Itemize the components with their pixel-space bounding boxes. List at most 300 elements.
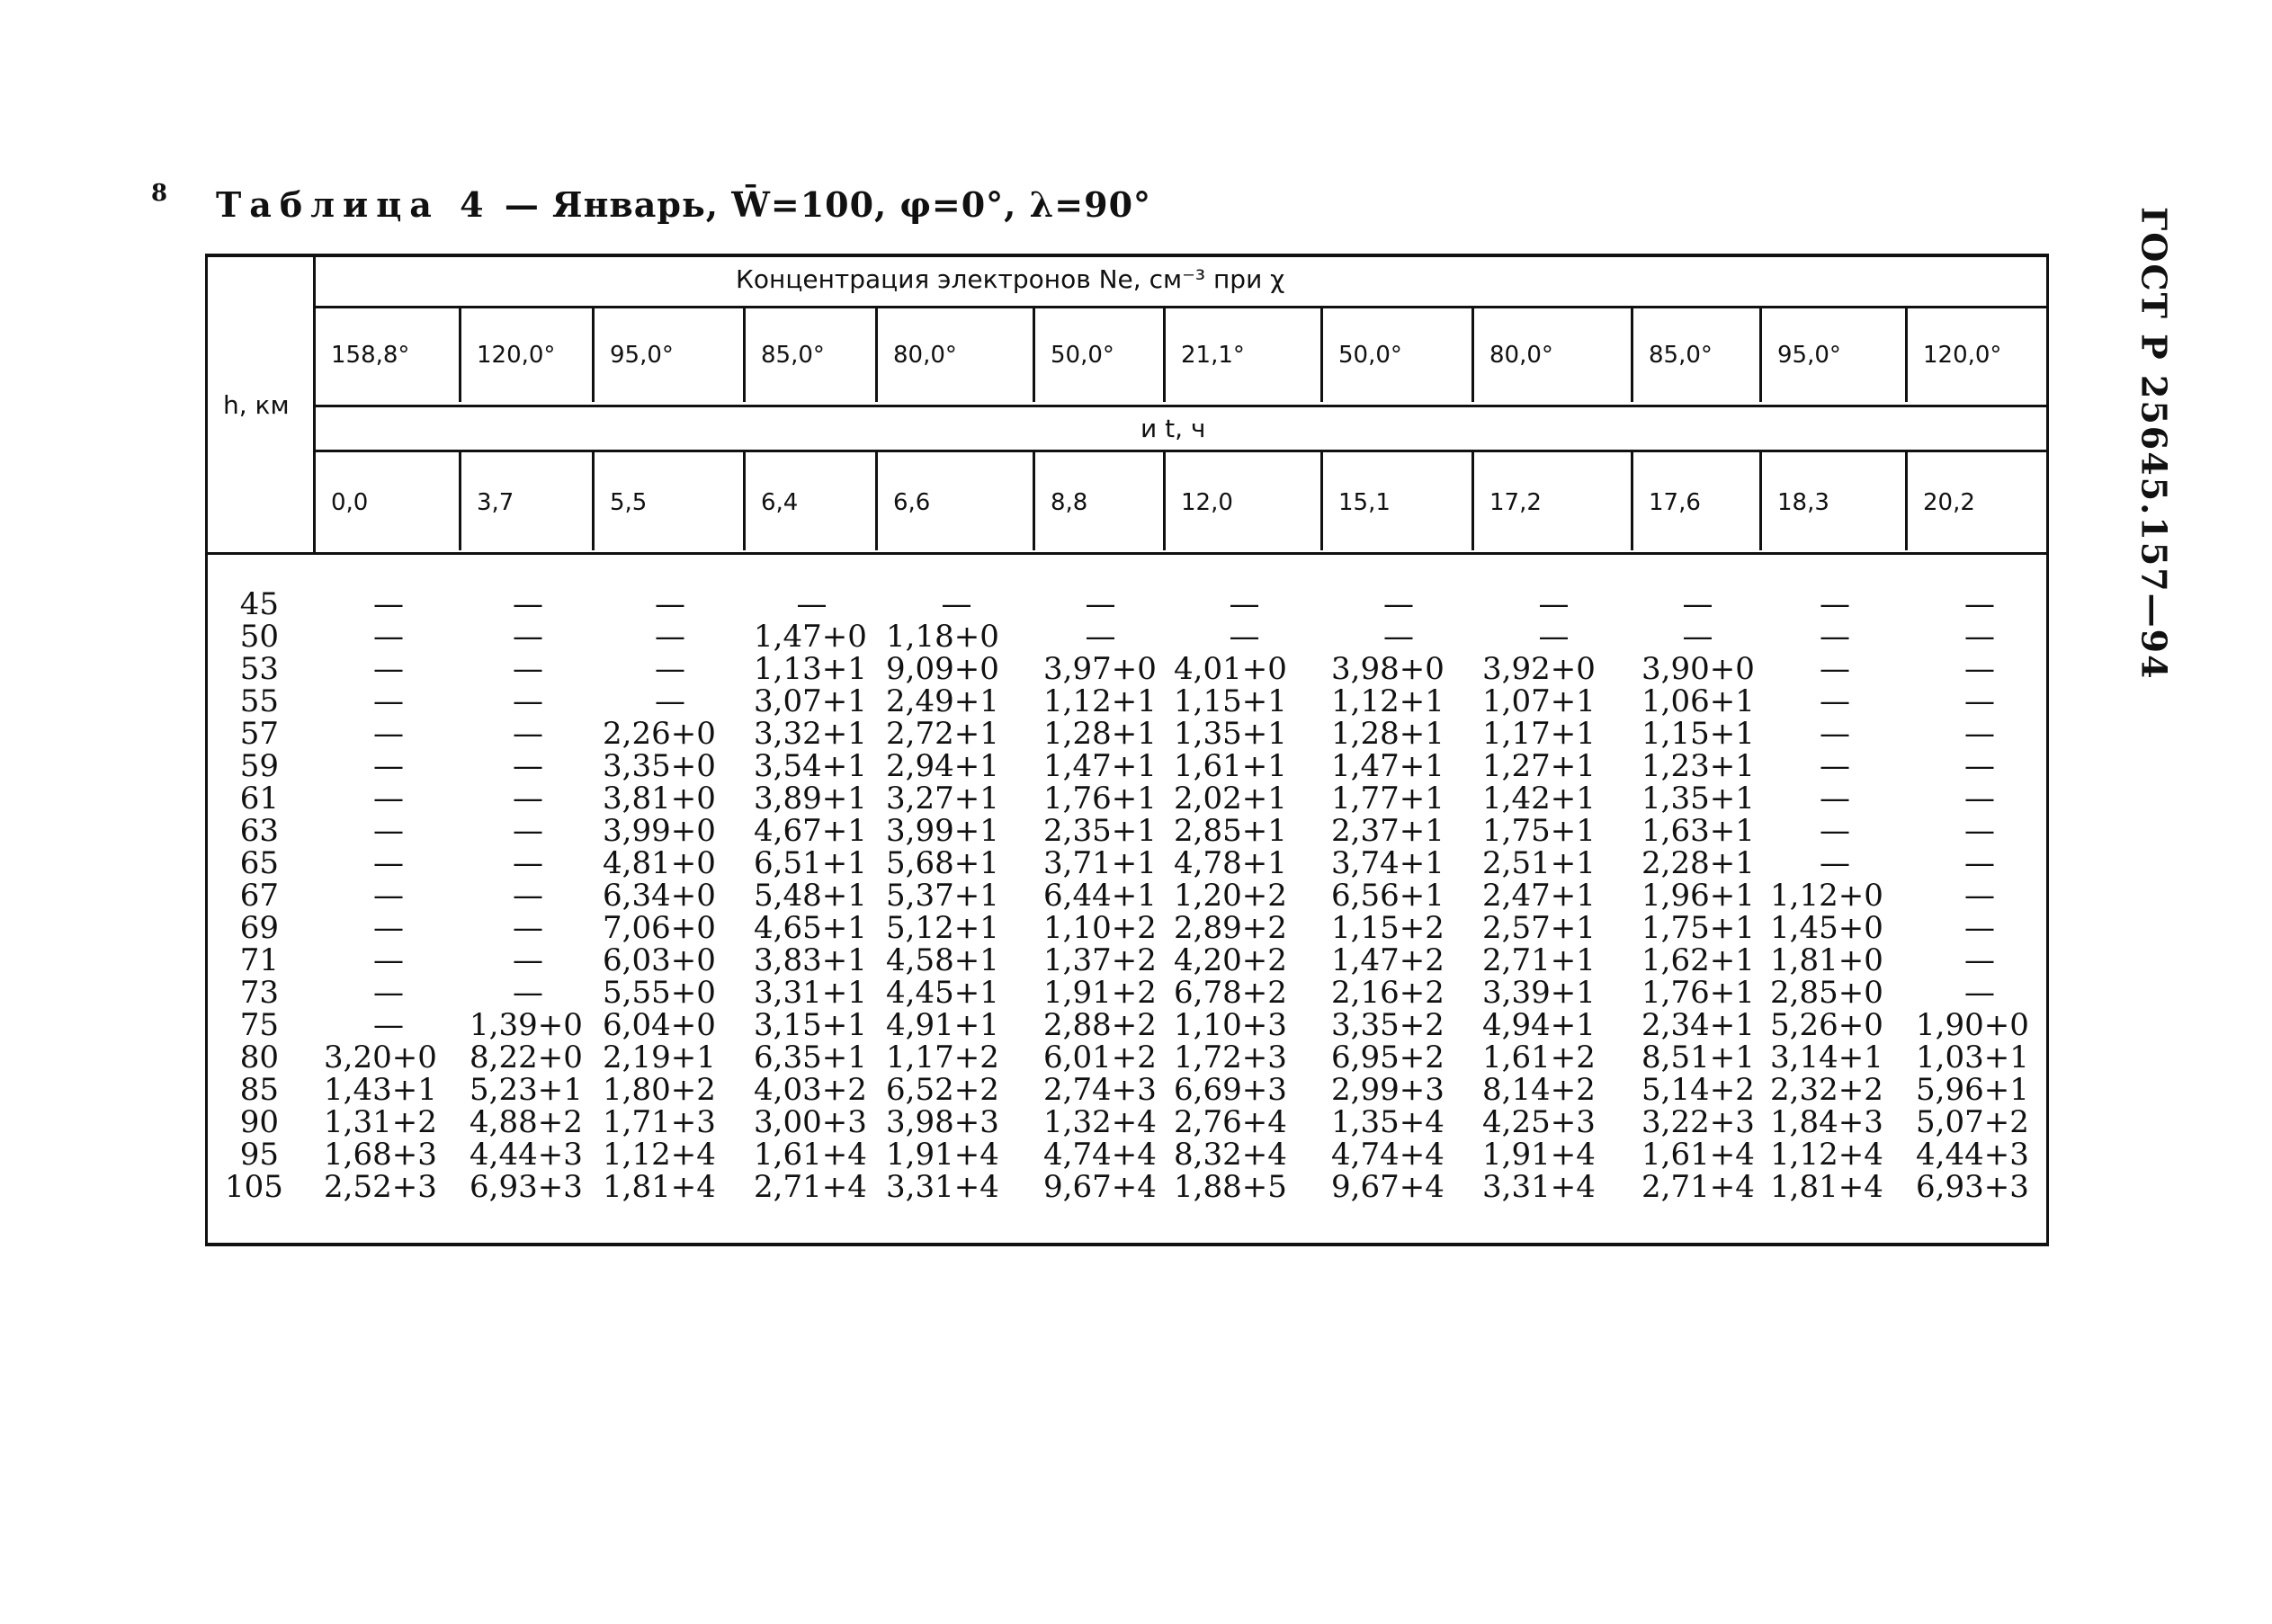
concentration-value: 3,54+1 [754, 748, 867, 784]
concentration-value: 1,62+1 [1641, 942, 1755, 978]
concentration-value: 3,31+1 [754, 975, 867, 1011]
concentration-value: 1,84+3 [1770, 1104, 1883, 1140]
concentration-value: 3,99+0 [603, 813, 716, 849]
concentration-value: 9,09+0 [886, 651, 999, 687]
concentration-value: 3,22+3 [1641, 1104, 1755, 1140]
concentration-value: — [655, 586, 685, 622]
concentration-value: — [1964, 748, 1995, 784]
concentration-value: 1,15+2 [1331, 910, 1445, 946]
h-value: 59 [239, 748, 279, 784]
concentration-value: 2,74+3 [1043, 1072, 1157, 1108]
concentration-value: 1,45+0 [1770, 910, 1883, 946]
concentration-value: 3,31+4 [886, 1169, 999, 1205]
table-rule [875, 451, 878, 550]
concentration-value: 6,78+2 [1174, 975, 1287, 1011]
concentration-value: 1,18+0 [886, 619, 999, 655]
concentration-value: 1,37+2 [1043, 942, 1157, 978]
table-title-text: — Январь, W̄=100, φ=0°, λ=90° [491, 184, 1152, 225]
concentration-value: 1,76+1 [1043, 781, 1157, 816]
concentration-value: 1,88+5 [1174, 1169, 1287, 1205]
concentration-value: — [1538, 619, 1570, 655]
concentration-value: 4,91+1 [886, 1007, 999, 1043]
concentration-value: 3,98+3 [886, 1104, 999, 1140]
concentration-value: 4,81+0 [603, 845, 716, 881]
concentration-value: 1,06+1 [1641, 683, 1755, 719]
concentration-value: — [373, 619, 404, 655]
concentration-value: 4,88+2 [470, 1104, 583, 1140]
concentration-value: 1,12+4 [1770, 1137, 1883, 1173]
t-header-cell: 6,6 [893, 489, 931, 516]
concentration-value: 6,04+0 [603, 1007, 716, 1043]
concentration-value: 6,34+0 [603, 878, 716, 914]
concentration-value: — [373, 910, 404, 946]
concentration-value: — [373, 586, 404, 622]
concentration-value: 2,34+1 [1641, 1007, 1755, 1043]
concentration-value: 5,07+2 [1916, 1104, 2029, 1140]
concentration-value: 4,94+1 [1482, 1007, 1596, 1043]
concentration-value: 1,80+2 [603, 1072, 716, 1108]
chi-header-cell: 85,0° [761, 342, 825, 369]
concentration-value: 6,01+2 [1043, 1040, 1157, 1075]
concentration-value: 2,32+2 [1770, 1072, 1883, 1108]
concentration-value: 5,37+1 [886, 878, 999, 914]
concentration-value: 1,15+1 [1641, 716, 1755, 752]
table-rule [592, 451, 595, 550]
concentration-value: — [1964, 716, 1995, 752]
concentration-value: 6,93+3 [1916, 1169, 2029, 1205]
concentration-value: 3,07+1 [754, 683, 867, 719]
concentration-value: — [1085, 586, 1116, 622]
concentration-value: 2,72+1 [886, 716, 999, 752]
concentration-value: 1,20+2 [1174, 878, 1287, 914]
concentration-value: 2,71+1 [1482, 942, 1596, 978]
concentration-value: — [373, 942, 404, 978]
concentration-value: 1,61+2 [1482, 1040, 1596, 1075]
document-code-text: ГОСТ Р 25645.157—94 [2133, 207, 2175, 681]
table-rule [1033, 451, 1035, 550]
concentration-value: 2,52+3 [324, 1169, 437, 1205]
concentration-value: — [1964, 619, 1995, 655]
concentration-value: 2,85+0 [1770, 975, 1883, 1011]
concentration-value: 1,42+1 [1482, 781, 1596, 816]
concentration-value: 8,14+2 [1482, 1072, 1596, 1108]
concentration-value: 1,75+1 [1641, 910, 1755, 946]
h-value: 75 [239, 1007, 279, 1043]
concentration-value: — [1229, 586, 1260, 622]
table-rule [459, 308, 461, 402]
concentration-value: 6,95+2 [1331, 1040, 1445, 1075]
data-table [205, 254, 2049, 1248]
table-rule [743, 308, 746, 402]
concentration-value: 2,88+2 [1043, 1007, 1157, 1043]
concentration-value: — [796, 586, 827, 622]
concentration-value: 2,99+3 [1331, 1072, 1445, 1108]
t-header: и t, ч [1140, 414, 1206, 443]
table-rule [313, 450, 2049, 452]
concentration-value: — [373, 1007, 404, 1043]
table-rule [313, 306, 2049, 308]
t-header-cell: 17,2 [1489, 489, 1542, 516]
concentration-value: 1,43+1 [324, 1072, 437, 1108]
concentration-value: 4,01+0 [1174, 651, 1287, 687]
concentration-value: 1,35+1 [1641, 781, 1755, 816]
h-value: 50 [239, 619, 279, 655]
table-rule [205, 254, 2049, 257]
concentration-value: — [513, 845, 543, 881]
table-rule [205, 552, 2049, 555]
table-rule [459, 451, 461, 550]
concentration-value: 1,47+2 [1331, 942, 1445, 978]
concentration-value: 5,26+0 [1770, 1007, 1883, 1043]
concentration-value: 3,20+0 [324, 1040, 437, 1075]
concentration-value: — [1229, 619, 1260, 655]
h-value: 45 [239, 586, 279, 622]
chi-header-cell: 158,8° [331, 342, 410, 369]
concentration-value: 1,91+4 [1482, 1137, 1596, 1173]
concentration-value: 5,14+2 [1641, 1072, 1755, 1108]
concentration-value: 1,72+3 [1174, 1040, 1287, 1075]
concentration-value: 4,78+1 [1174, 845, 1287, 881]
table-rule [1163, 451, 1166, 550]
concentration-value: 1,23+1 [1641, 748, 1755, 784]
concentration-value: 3,83+1 [754, 942, 867, 978]
concentration-value: 4,74+4 [1043, 1137, 1157, 1173]
concentration-value: 3,74+1 [1331, 845, 1445, 881]
concentration-value: — [513, 683, 543, 719]
chi-header-cell: 21,1° [1181, 342, 1245, 369]
concentration-value: — [1820, 748, 1850, 784]
concentration-value: 2,35+1 [1043, 813, 1157, 849]
concentration-value: 1,03+1 [1916, 1040, 2029, 1075]
concentration-value: 1,12+4 [603, 1137, 716, 1173]
table-title [216, 184, 1151, 225]
table-rule [1631, 308, 1633, 402]
concentration-value: — [1964, 586, 1995, 622]
concentration-value: — [1820, 813, 1850, 849]
h-value: 95 [239, 1137, 279, 1173]
concentration-value: 1,15+1 [1174, 683, 1287, 719]
concentration-value: 1,91+4 [886, 1137, 999, 1173]
concentration-value: 8,22+0 [470, 1040, 583, 1075]
concentration-value: 4,65+1 [754, 910, 867, 946]
table-rule [875, 308, 878, 402]
concentration-value: 1,35+4 [1331, 1104, 1445, 1140]
concentration-value: 2,16+2 [1331, 975, 1445, 1011]
concentration-value: 2,85+1 [1174, 813, 1287, 849]
concentration-value: 3,90+0 [1641, 651, 1755, 687]
chi-header-cell: 85,0° [1649, 342, 1713, 369]
concentration-value: — [1964, 651, 1995, 687]
concentration-value: 4,67+1 [754, 813, 867, 849]
concentration-value: 3,00+3 [754, 1104, 867, 1140]
t-header-cell: 20,2 [1923, 489, 1975, 516]
h-value: 80 [239, 1040, 279, 1075]
concentration-value: — [373, 878, 404, 914]
t-header-cell: 5,5 [610, 489, 648, 516]
concentration-value: — [513, 942, 543, 978]
concentration-value: — [513, 813, 543, 849]
table-rule [1471, 451, 1474, 550]
concentration-value: 6,44+1 [1043, 878, 1157, 914]
concentration-value: 6,35+1 [754, 1040, 867, 1075]
t-header-cell: 3,7 [477, 489, 514, 516]
concentration-value: — [373, 813, 404, 849]
concentration-value: — [513, 748, 543, 784]
h-value: 61 [239, 781, 279, 816]
h-value: 105 [225, 1169, 283, 1205]
concentration-value: — [373, 716, 404, 752]
table-rule [1759, 451, 1762, 550]
concentration-value: — [1085, 619, 1116, 655]
table-rule [205, 254, 208, 1246]
h-value: 63 [239, 813, 279, 849]
concentration-value: 1,96+1 [1641, 878, 1755, 914]
concentration-value: — [373, 683, 404, 719]
document-code-label [2118, 207, 2190, 681]
concentration-value: 3,27+1 [886, 781, 999, 816]
concentration-value: — [1820, 716, 1850, 752]
concentration-value: 6,69+3 [1174, 1072, 1287, 1108]
concentration-value: — [513, 975, 543, 1011]
concentration-value: — [513, 781, 543, 816]
concentration-value: — [1682, 586, 1713, 622]
concentration-value: 3,39+1 [1482, 975, 1596, 1011]
concentration-value: 6,03+0 [603, 942, 716, 978]
concentration-value: 1,07+1 [1482, 683, 1596, 719]
concentration-value: 1,77+1 [1331, 781, 1445, 816]
table-rule [1163, 308, 1166, 402]
concentration-value: — [1820, 683, 1850, 719]
concentration-value: 1,10+3 [1174, 1007, 1287, 1043]
concentration-value: 1,75+1 [1482, 813, 1596, 849]
table-rule [1320, 308, 1323, 402]
concentration-value: — [655, 651, 685, 687]
concentration-value: 2,71+4 [754, 1169, 867, 1205]
concentration-value: 2,76+4 [1174, 1104, 1287, 1140]
concentration-value: 9,67+4 [1043, 1169, 1157, 1205]
table-rule [1905, 451, 1908, 550]
concentration-value: 2,37+1 [1331, 813, 1445, 849]
page-number: 8 [151, 180, 168, 207]
table-rule [1320, 451, 1323, 550]
concentration-value: — [513, 878, 543, 914]
concentration-value: 4,74+4 [1331, 1137, 1445, 1173]
concentration-value: 1,90+0 [1916, 1007, 2029, 1043]
concentration-value: — [1964, 813, 1995, 849]
concentration-value: 3,92+0 [1482, 651, 1596, 687]
concentration-value: 1,47+0 [754, 619, 867, 655]
concentration-value: — [1820, 619, 1850, 655]
h-value: 67 [239, 878, 279, 914]
concentration-value: — [513, 619, 543, 655]
concentration-value: 1,61+1 [1174, 748, 1287, 784]
concentration-value: 5,96+1 [1916, 1072, 2029, 1108]
concentration-value: 2,19+1 [603, 1040, 716, 1075]
concentration-value: 1,12+0 [1770, 878, 1883, 914]
table-rule [2046, 254, 2049, 1246]
concentration-value: 1,17+1 [1482, 716, 1596, 752]
h-value: 57 [239, 716, 279, 752]
concentration-value: — [1964, 781, 1995, 816]
concentration-value: 3,81+0 [603, 781, 716, 816]
table-rule [1033, 308, 1035, 402]
concentration-value: — [1964, 878, 1995, 914]
concentration-value: — [1964, 910, 1995, 946]
concentration-value: 1,10+2 [1043, 910, 1157, 946]
concentration-value: — [373, 975, 404, 1011]
concentration-value: — [1682, 619, 1713, 655]
concentration-value: 5,23+1 [470, 1072, 583, 1108]
concentration-value: 5,68+1 [886, 845, 999, 881]
concentration-value: 8,32+4 [1174, 1137, 1287, 1173]
concentration-value: 5,55+0 [603, 975, 716, 1011]
concentration-value: 1,35+1 [1174, 716, 1287, 752]
concentration-value: 1,68+3 [324, 1137, 437, 1173]
chi-header-cell: 120,0° [477, 342, 556, 369]
concentration-value: 1,17+2 [886, 1040, 999, 1075]
concentration-value: 2,51+1 [1482, 845, 1596, 881]
chi-header-cell: 95,0° [610, 342, 674, 369]
h-value: 73 [239, 975, 279, 1011]
concentration-value: 3,31+4 [1482, 1169, 1596, 1205]
concentration-value: 3,71+1 [1043, 845, 1157, 881]
concentration-value: — [941, 586, 972, 622]
concentration-value: 2,47+1 [1482, 878, 1596, 914]
concentration-value: 4,25+3 [1482, 1104, 1596, 1140]
concentration-value: 2,94+1 [886, 748, 999, 784]
concentration-value: — [1820, 845, 1850, 881]
concentration-value: 2,89+2 [1174, 910, 1287, 946]
concentration-value: 6,56+1 [1331, 878, 1445, 914]
concentration-value: 4,44+3 [470, 1137, 583, 1173]
concentration-value: 3,32+1 [754, 716, 867, 752]
h-value: 85 [239, 1072, 279, 1108]
table-rule [313, 405, 2049, 407]
concentration-value: — [513, 716, 543, 752]
concentration-value: 5,12+1 [886, 910, 999, 946]
table-rule [1631, 451, 1633, 550]
concentration-value: 2,71+4 [1641, 1169, 1755, 1205]
concentration-value: 6,52+2 [886, 1072, 999, 1108]
chi-header-cell: 80,0° [893, 342, 957, 369]
concentration-value: 3,35+2 [1331, 1007, 1445, 1043]
table-rule [1905, 308, 1908, 402]
concentration-value: 2,02+1 [1174, 781, 1287, 816]
h-value: 55 [239, 683, 279, 719]
concentration-value: 1,81+4 [1770, 1169, 1883, 1205]
concentration-value: 3,15+1 [754, 1007, 867, 1043]
concentration-value: — [1820, 781, 1850, 816]
concentration-value: — [1538, 586, 1570, 622]
concentration-value: — [513, 910, 543, 946]
concentration-value: 1,12+1 [1331, 683, 1445, 719]
concentration-value: — [1820, 651, 1850, 687]
group-header: Концентрация электронов Ne, см⁻³ при χ [736, 264, 1285, 294]
concentration-value: — [1964, 975, 1995, 1011]
concentration-value: 1,28+1 [1331, 716, 1445, 752]
t-header-cell: 8,8 [1051, 489, 1088, 516]
concentration-value: 4,58+1 [886, 942, 999, 978]
concentration-value: 1,91+2 [1043, 975, 1157, 1011]
chi-header-cell: 80,0° [1489, 342, 1553, 369]
concentration-value: — [373, 651, 404, 687]
concentration-value: 3,14+1 [1770, 1040, 1883, 1075]
concentration-value: 8,51+1 [1641, 1040, 1755, 1075]
concentration-value: 9,67+4 [1331, 1169, 1445, 1205]
concentration-value: 3,35+0 [603, 748, 716, 784]
concentration-value: — [1964, 683, 1995, 719]
chi-header-cell: 50,0° [1051, 342, 1114, 369]
table-rule [205, 1243, 2049, 1246]
concentration-value: 6,93+3 [470, 1169, 583, 1205]
concentration-value: 3,98+0 [1331, 651, 1445, 687]
concentration-value: — [373, 845, 404, 881]
concentration-value: 2,26+0 [603, 716, 716, 752]
t-header-cell: 0,0 [331, 489, 369, 516]
t-header-cell: 12,0 [1181, 489, 1233, 516]
table-rule [592, 308, 595, 402]
concentration-value: 1,61+4 [1641, 1137, 1755, 1173]
chi-header-cell: 95,0° [1777, 342, 1841, 369]
h-value: 71 [239, 942, 279, 978]
table-rule [743, 451, 746, 550]
concentration-value: 5,48+1 [754, 878, 867, 914]
t-header-cell: 15,1 [1338, 489, 1391, 516]
concentration-value: — [1964, 845, 1995, 881]
table-rule [313, 254, 316, 552]
concentration-value: 2,49+1 [886, 683, 999, 719]
concentration-value: 1,39+0 [470, 1007, 583, 1043]
chi-header-cell: 120,0° [1923, 342, 2002, 369]
concentration-value: 2,57+1 [1482, 910, 1596, 946]
concentration-value: — [1383, 619, 1414, 655]
table-title-label: Таблица 4 [216, 184, 492, 225]
concentration-value: 3,99+1 [886, 813, 999, 849]
chi-header-cell: 50,0° [1338, 342, 1402, 369]
h-value: 90 [239, 1104, 279, 1140]
concentration-value: — [655, 619, 685, 655]
t-header-cell: 18,3 [1777, 489, 1829, 516]
concentration-value: 1,13+1 [754, 651, 867, 687]
concentration-value: — [1964, 942, 1995, 978]
concentration-value: 1,71+3 [603, 1104, 716, 1140]
concentration-value: — [1383, 586, 1414, 622]
concentration-value: 1,27+1 [1482, 748, 1596, 784]
concentration-value: 1,61+4 [754, 1137, 867, 1173]
h-value: 69 [239, 910, 279, 946]
concentration-value: 1,63+1 [1641, 813, 1755, 849]
concentration-value: 6,51+1 [754, 845, 867, 881]
concentration-value: 1,32+4 [1043, 1104, 1157, 1140]
concentration-value: — [513, 586, 543, 622]
concentration-value: 3,89+1 [754, 781, 867, 816]
concentration-value: — [373, 748, 404, 784]
concentration-value: 1,12+1 [1043, 683, 1157, 719]
table-rule [1471, 308, 1474, 402]
concentration-value: 7,06+0 [603, 910, 716, 946]
concentration-value: 1,81+4 [603, 1169, 716, 1205]
concentration-value: — [513, 651, 543, 687]
concentration-value: — [655, 683, 685, 719]
t-header-cell: 6,4 [761, 489, 799, 516]
concentration-value: — [373, 781, 404, 816]
h-value: 65 [239, 845, 279, 881]
concentration-value: — [1820, 586, 1850, 622]
h-value: 53 [239, 651, 279, 687]
concentration-value: 1,31+2 [324, 1104, 437, 1140]
table-rule [1759, 308, 1762, 402]
concentration-value: 4,20+2 [1174, 942, 1287, 978]
